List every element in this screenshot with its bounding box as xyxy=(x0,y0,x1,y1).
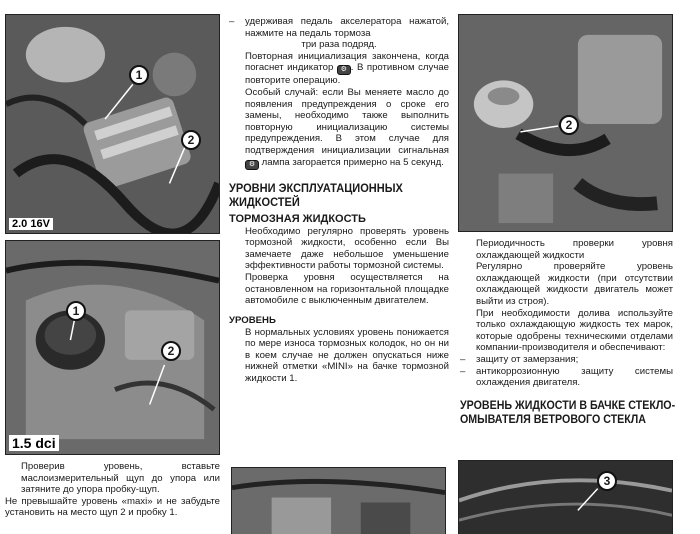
paragraph: Проверка уровня осуществляется на остановленном на горизонтальной площадке автомобиле с выключенным двигателем. xyxy=(245,271,449,307)
photo-label: 1.5 dci xyxy=(9,435,59,451)
list-item xyxy=(229,16,449,39)
oil-service-indicator-icon: ⚙ xyxy=(245,160,259,170)
callout-2: 2 xyxy=(161,341,181,361)
dash-marker: – xyxy=(229,16,235,27)
section-title: УРОВНИ ЭКСПЛУАТАЦИОННЫХ xyxy=(229,180,403,195)
callout-2: 2 xyxy=(559,115,579,135)
paragraph: защиту от замерзания; xyxy=(476,353,579,365)
paragraph: три раза подряд. xyxy=(301,39,377,51)
engine-photo-2-0-16v xyxy=(5,14,220,234)
section-title: ЖИДКОСТЕЙ xyxy=(229,194,300,209)
subsection-title: УРОВЕНЬ xyxy=(229,314,276,326)
coolant-reservoir-photo xyxy=(458,14,673,232)
dash-marker: – xyxy=(460,365,466,377)
figure-caption: Периодичность проверки уровня охлаждающей жидкости xyxy=(476,238,673,261)
paragraph: Необходимо регулярно проверять уровень тормозной жидкости, особенно если Вы замечаете даже небольшое уменьшение эффективности работы тормозной системы. xyxy=(245,225,449,272)
list-item xyxy=(460,354,673,366)
paragraph: антикоррозионную защиту системы охлаждения двигателя. xyxy=(476,365,673,389)
paragraph: Проверив уровень, вставьте маслоизмерительный щуп до упора или затяните до упора пробку-щуп. xyxy=(21,461,220,496)
photo-label: 2.0 16V xyxy=(9,218,53,230)
washer-reservoir-photo xyxy=(458,460,673,534)
paragraph: удерживая педаль акселератора нажатой, нажмите на педаль тормоза xyxy=(245,16,449,39)
engine-photo-1-5-dci xyxy=(5,240,220,455)
paragraph: Регулярно проверяйте уровень охлаждающей жидкости (при отсутствии охлаждающей жидкости двигатель может выйти из строя). xyxy=(476,261,673,307)
oil-service-indicator-icon: ⚙ xyxy=(337,65,351,75)
brake-reservoir-photo xyxy=(231,467,446,534)
callout-3: 3 xyxy=(597,471,617,491)
subsection-title: ТОРМОЗНАЯ ЖИДКОСТЬ xyxy=(229,212,366,225)
paragraph: Не превышайте уровень «maxi» и не забудьте установить на место щуп 2 и пробку 1. xyxy=(5,495,220,519)
text-span: . В противном случае повторите операцию. xyxy=(245,62,449,87)
callout-2: 2 xyxy=(181,130,201,150)
paragraph: В нормальных условиях уровень понижается по мере износа тормозных колодок, но он ни в коем случае не должен опускаться ниже нижней отметки «MINI» на бачке тормозной жидкости 1. xyxy=(245,326,449,385)
text-span: лампа загорается примерно на 5 секунд. xyxy=(261,156,444,168)
paragraph xyxy=(229,51,449,87)
section-title: ОМЫВАТЕЛЯ ВЕТРОВОГО СТЕКЛА xyxy=(460,412,646,426)
callout-1: 1 xyxy=(66,301,86,321)
paragraph: При необходимости долива используйте только охлаждающую жидкость тех марок, которые одобрены техническими отделами компании-производителя и обеспечивают: xyxy=(476,307,673,354)
right-text-column xyxy=(460,238,676,427)
section-title: УРОВЕНЬ ЖИДКОСТИ В БАЧКЕ СТЕКЛО- xyxy=(460,398,676,412)
left-text-column xyxy=(5,461,220,519)
dash-marker: – xyxy=(460,353,466,365)
text-span: Повторная инициализация закончена, когда погаснет индикатор xyxy=(245,50,449,74)
callout-1: 1 xyxy=(129,65,149,85)
middle-text-column xyxy=(229,16,449,385)
paragraph xyxy=(229,87,449,170)
list-item xyxy=(460,366,673,389)
text-span: Особый случай: если Вы меняете масло до появления предупреждения о сроке его замены, необходимо также выполнить повторную инициализацию системы предупреждения. В этом случае для подтверждения инициализации сигнальная xyxy=(245,86,449,156)
